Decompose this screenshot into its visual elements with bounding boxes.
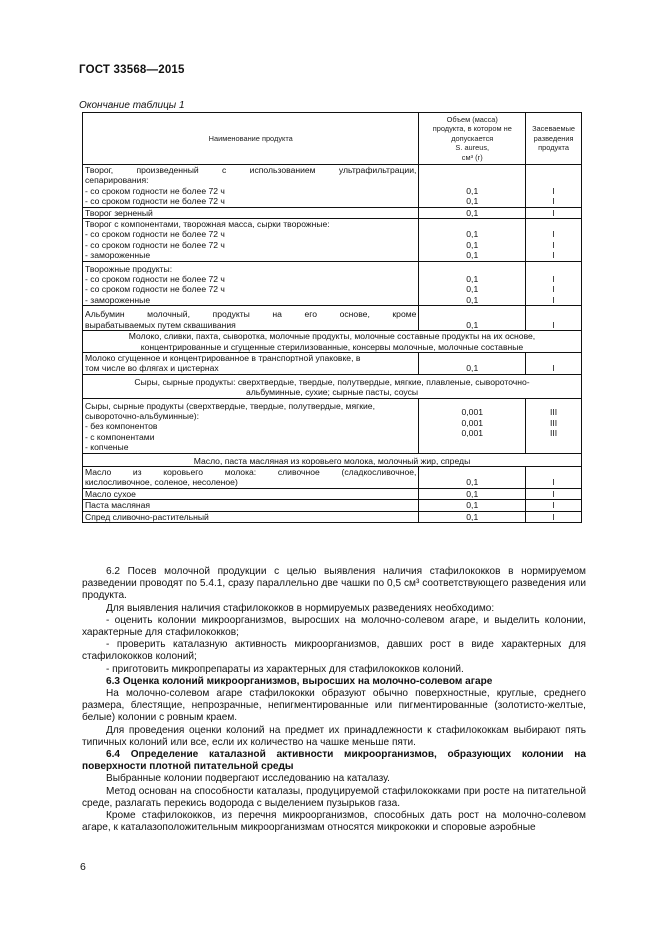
paragraph: 6.2 Посев молочной продукции с целью выявления наличия стафилококков в нормируемом разведении проводят по 5.4.1, сразу параллельно две чашки по 0,5 см³ соответствующего разведения или продукта.	[82, 566, 586, 602]
volume-cell: 0,1	[419, 207, 526, 218]
dilution-cell: I	[526, 511, 582, 522]
table-row	[83, 352, 582, 374]
volume-cell: 0,1 0,1 0,1	[419, 261, 526, 306]
section-heading: 6.3 Оценка колоний микроорганизмов, выросших на молочно-солевом агаре	[106, 675, 493, 687]
dilution-cell: I I I	[526, 219, 582, 262]
list-item: - проверить каталазную активность микроорганизмов, давших рост в виде характерных для стафилококков колоний;	[82, 639, 586, 663]
group-heading-cell: Масло, паста масляная из коровьего молока, молочный жир, спреды	[83, 453, 582, 466]
product-name-cell: Творог с компонентами, творожная масса, сырки творожные: - со сроком годности не более 72 ч - со сроком годности не более 72 ч - замороженные	[83, 219, 419, 262]
table-row	[83, 165, 582, 208]
dilution-cell: I	[526, 466, 582, 488]
dilution-cell: I	[526, 207, 582, 218]
dilution-cell: I	[526, 352, 582, 374]
col-header-dilution: Засеваемые разведения продукта	[526, 113, 582, 165]
table-row	[83, 306, 582, 331]
body-text	[82, 566, 586, 834]
dilution-cell: I	[526, 488, 582, 499]
table-caption: Окончание таблицы 1	[79, 100, 185, 111]
paragraph: Для проведения оценки колоний на предмет их принадлежности к стафилококкам выбирают пять типичных колоний или все, если их количество на чашке меньше пяти.	[82, 724, 586, 748]
col-header-volume: Объем (масса) продукта, в котором не допускается S. aureus, см³ (г)	[419, 113, 526, 165]
list-item: - приготовить микропрепараты из характерных для стафилококков колоний.	[106, 663, 464, 675]
product-name-cell: Масло из коровьего молока: сливочное (сладкосливочное, кислосливочное, соленое, несоленое)	[83, 466, 419, 488]
volume-cell: 0,1	[419, 488, 526, 499]
volume-cell: 0,1	[419, 511, 526, 522]
paragraph: Метод основан на способности каталазы, продуцируемой стафилококками при росте на питательной среде, разлагать перекись водорода с выделением пузырьков газа.	[82, 785, 586, 809]
table-row	[83, 398, 582, 453]
page-number: 6	[80, 861, 86, 873]
table-row	[83, 511, 582, 522]
volume-cell: 0,1 0,1	[419, 165, 526, 208]
dilution-cell: I I I	[526, 261, 582, 306]
table-row	[83, 488, 582, 499]
dilution-cell: I	[526, 306, 582, 331]
dilution-cell: I I	[526, 165, 582, 208]
table-row	[83, 219, 582, 262]
product-name-cell: Творог зерненый	[83, 207, 419, 218]
volume-cell: 0,1	[419, 352, 526, 374]
product-name-cell: Молоко сгущенное и концентрированное в транспортной упаковке, в том числе во флягах и цистернах	[83, 352, 419, 374]
dilution-cell: I	[526, 500, 582, 511]
table-group-row	[83, 331, 582, 353]
paragraph: Для выявления наличия стафилококков в нормируемых разведениях необходимо:	[106, 602, 495, 614]
paragraph: Кроме стафилококков, из перечня микроорганизмов, способных дать рост на молочно-солевом агаре, к каталазоположительным микроорганизмам относятся микрококки и споровые аэробные	[82, 810, 586, 834]
paragraph: На молочно-солевом агаре стафилококки образуют обычно поверхностные, круглые, среднего размера, блестящие, непрозрачные, непигментированные или пигментированные (золотисто-желтые, белые) колонии с ровным краем.	[82, 688, 586, 724]
document-header: ГОСТ 33568—2015	[79, 64, 185, 76]
table-row	[83, 207, 582, 218]
product-name-cell: Творог, произведенный с использованием ультрафильтрации, сепарирования: - со сроком годности не более 72 ч - со сроком годности не более 72 ч	[83, 165, 419, 208]
product-name-cell: Спред сливочно-растительный	[83, 511, 419, 522]
table-row	[83, 466, 582, 488]
table-group-row	[83, 374, 582, 398]
volume-cell: 0,1	[419, 306, 526, 331]
product-name-cell: Паста масляная	[83, 500, 419, 511]
product-name-cell: Творожные продукты: - со сроком годности не более 72 ч - со сроком годности не более 72 ч - замороженные	[83, 261, 419, 306]
product-name-cell: Сыры, сырные продукты (сверхтвердые, твердые, полутвердые, мягкие, сывороточно-альбуминные): - без компонентов - с компонентами - копченые	[83, 398, 419, 453]
table-row	[83, 500, 582, 511]
volume-cell: 0,001 0,001 0,001	[419, 398, 526, 453]
volume-cell: 0,1 0,1 0,1	[419, 219, 526, 262]
product-table	[82, 112, 582, 523]
col-header-product-name: Наименование продукта	[83, 113, 419, 165]
group-heading-cell: Молоко, сливки, пахта, сыворотка, молочные продукты, молочные составные продукты на их основе, концентрированные и сгущенные стерилизованные, консервы молочные, молочные составные	[83, 331, 582, 353]
table-header-row	[83, 113, 582, 165]
dilution-cell: III III III	[526, 398, 582, 453]
table-row	[83, 261, 582, 306]
list-item: - оценить колонии микроорганизмов, выросших на молочно-солевом агаре, и выделить колонии, характерные для стафилококков;	[82, 614, 586, 639]
volume-cell: 0,1	[419, 466, 526, 488]
section-heading: 6.4 Определение каталазной активности микроорганизмов, образующих колонии на поверхности плотной питательной среды	[82, 749, 586, 773]
group-heading-cell: Сыры, сырные продукты: сверхтвердые, твердые, полутвердые, мягкие, плавленые, сывороточно- альбуминные, сухие; сырные пасты, соусы	[83, 374, 582, 398]
product-name-cell: Масло сухое	[83, 488, 419, 499]
paragraph: Выбранные колонии подвергают исследованию на каталазу.	[106, 773, 390, 785]
table-group-row	[83, 453, 582, 466]
product-name-cell: Альбумин молочный, продукты на его основе, кроме вырабатываемых путем сквашивания	[83, 306, 419, 331]
volume-cell: 0,1	[419, 500, 526, 511]
